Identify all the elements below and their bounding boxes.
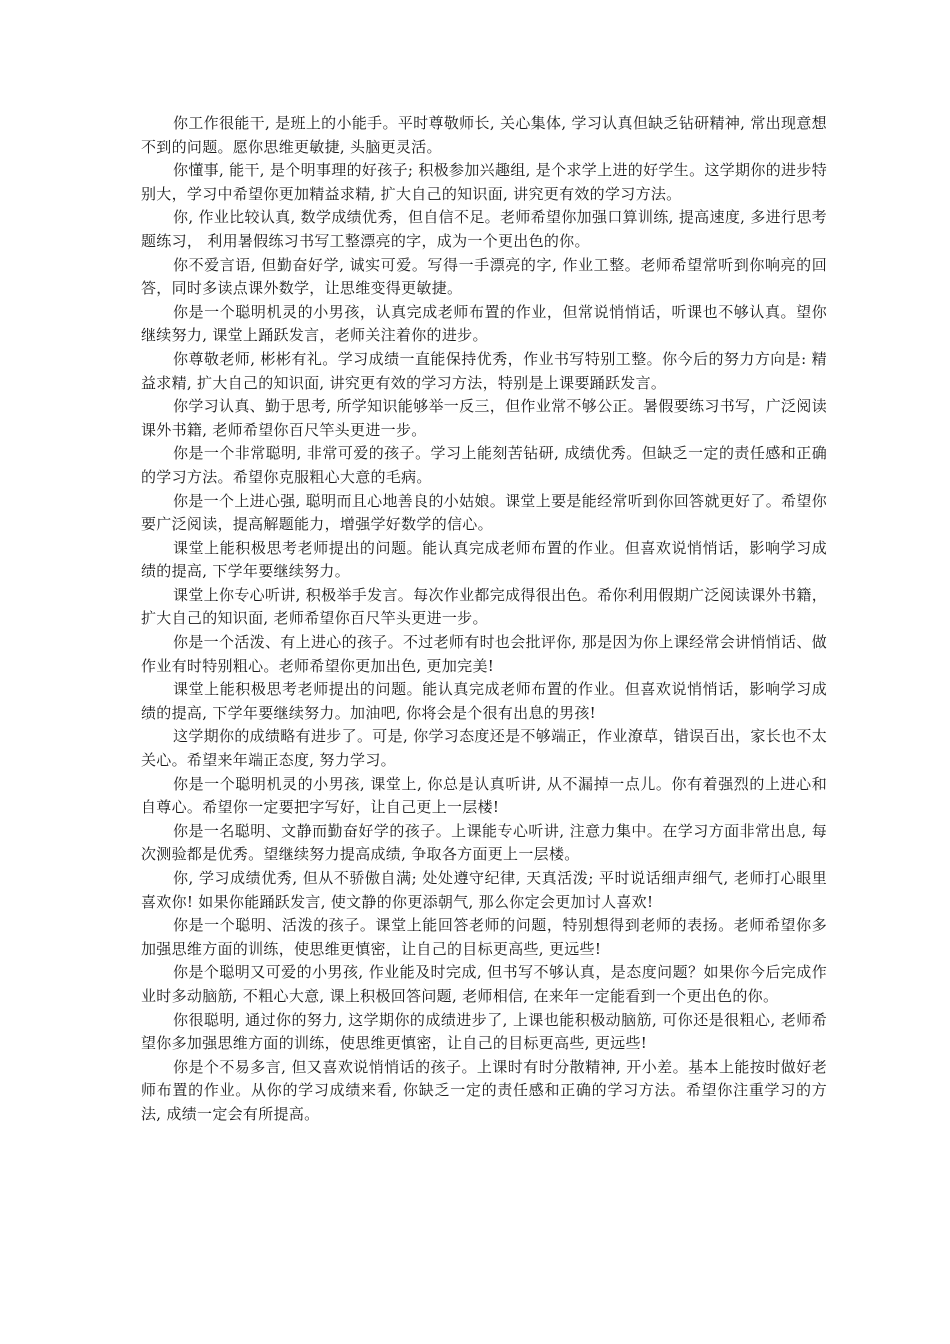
comment-paragraph: 你是一个聪明、活泼的孩子。课堂上能回答老师的问题，特别想得到老师的表扬。老师希望你多加强思维方面的训练，使思维更慎密，让自己的目标更高些, 更远些! [141,916,827,958]
comment-paragraph: 你不爱言语, 但勤奋好学, 诚实可爱。写得一手漂亮的字, 作业工整。老师希望常听到你响亮的回答，同时多读点课外数学，让思维变得更敏捷。 [141,255,827,298]
comment-paragraph: 你工作很能干, 是班上的小能手。平时尊敬师长, 关心集体, 学习认真但缺乏钻研精神, 常出现意想不到的问题。愿你思维更敏捷, 头脑更灵活。 [141,114,827,156]
comment-paragraph: 课堂上你专心听讲, 积极举手发言。每次作业都完成得很出色。希你利用假期广泛阅读课外书籍， 扩大自己的知识面, 老师希望你百尺竿头更进一步。 [141,585,827,628]
comment-paragraph: 你是个聪明又可爱的小男孩, 作业能及时完成, 但书写不够认真，是态度问题？如果你今后完成作业时多动脑筋, 不粗心大意, 课上积极回答问题, 老师相信, 在来年一定能看到一个更出色的你。 [141,963,827,1005]
comment-paragraph: 这学期你的成绩略有进步了。可是, 你学习态度还是不够端正，作业潦草，错误百出，家长也不太关心。希望来年端正态度, 努力学习。 [141,727,827,770]
comment-paragraph: 你是一个非常聪明, 非常可爱的孩子。学习上能刻苦钻研, 成绩优秀。但缺乏一定的责任感和正确的学习方法。希望你克服粗心大意的毛病。 [141,444,827,486]
comment-paragraph: 你是一个上进心强, 聪明而且心地善良的小姑娘。课堂上要是能经常听到你回答就更好了。希望你要广泛阅读，提高解题能力，增强学好数学的信心。 [141,491,827,534]
comment-paragraph: 你是一个聪明机灵的小男孩, 课堂上, 你总是认真听讲, 从不漏掉一点儿。你有着强烈的上进心和自尊心。希望你一定要把字写好，让自己更上一层楼! [141,774,827,817]
comment-paragraph: 你是一个聪明机灵的小男孩，认真完成老师布置的作业，但常说悄悄话，听课也不够认真。望你继续努力, 课堂上踊跃发言，老师关注着你的进步。 [141,302,827,345]
comment-paragraph: 你尊敬老师, 彬彬有礼。学习成绩一直能保持优秀，作业书写特别工整。你今后的努力方向是: 精益求精, 扩大自己的知识面, 讲究更有效的学习方法，特别是上课要踊跃发言。 [141,349,827,392]
comment-paragraph: 你, 学习成绩优秀, 但从不骄傲自满; 处处遵守纪律, 天真活泼; 平时说话细声细气, 老师打心眼里喜欢你! 如果你能踊跃发言, 使文静的你更添朝气, 那么你定会更加讨人喜欢! [141,869,827,911]
comment-paragraph: 课堂上能积极思考老师提出的问题。能认真完成老师布置的作业。但喜欢说悄悄话，影响学习成绩的提高, 下学年要继续努力。加油吧, 你将会是个很有出息的男孩! [141,680,827,722]
comment-paragraph: 你很聪明, 通过你的努力, 这学期你的成绩进步了, 上课也能积极动脑筋, 可你还是很粗心, 老师希望你多加强思维方面的训练，使思维更慎密，让自己的目标更高些, 更远些! [141,1010,827,1053]
comment-paragraph: 你是一名聪明、文静而勤奋好学的孩子。上课能专心听讲, 注意力集中。在学习方面非常出息, 每次测验都是优秀。望继续努力提高成绩, 争取各方面更上一层楼。 [141,821,827,864]
comment-paragraph: 你是个不易多言, 但又喜欢说悄悄话的孩子。上课时有时分散精神, 开小差。基本上能按时做好老师布置的作业。从你的学习成绩来看, 你缺乏一定的责任感和正确的学习方法。希望你注重学习的方法, 成绩一定会有所提高。 [141,1057,827,1123]
document-page [141,112,827,1127]
comment-paragraph: 你懂事, 能干, 是个明事理的好孩子; 积极参加兴趣组, 是个求学上进的好学生。这学期你的进步特别大，学习中希望你更加精益求精, 扩大自己的知识面, 讲究更有效的学习方法。 [141,161,827,203]
comment-paragraph: 你学习认真、勤于思考, 所学知识能够举一反三，但作业常不够公正。暑假要练习书写，广泛阅读课外书籍, 老师希望你百尺竿头更进一步。 [141,397,827,439]
comment-paragraph: 课堂上能积极思考老师提出的问题。能认真完成老师布置的作业。但喜欢说悄悄话，影响学习成绩的提高, 下学年要继续努力。 [141,538,827,581]
comment-paragraph: 你是一个活泼、有上进心的孩子。不过老师有时也会批评你, 那是因为你上课经常会讲悄悄话、做作业有时特别粗心。老师希望你更加出色, 更加完美! [141,633,827,675]
comment-paragraph: 你, 作业比较认真, 数学成绩优秀，但自信不足。老师希望你加强口算训练, 提高速度, 多进行思考题练习， 利用暑假练习书写工整漂亮的字，成为一个更出色的你。 [141,208,827,250]
